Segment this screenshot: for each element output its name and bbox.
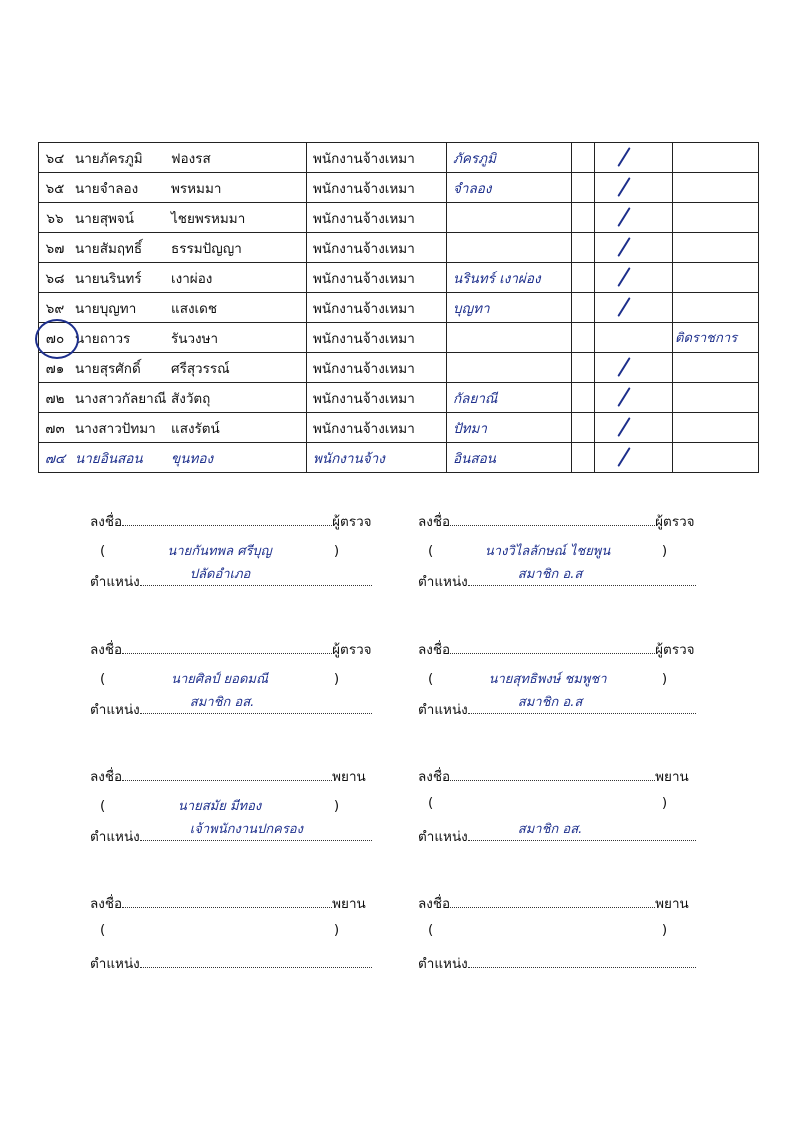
check-mark-icon bbox=[613, 146, 635, 166]
row-signature: นรินทร์ เงาผ่อง bbox=[447, 263, 572, 293]
row-remark bbox=[673, 173, 759, 203]
circle-mark bbox=[35, 319, 79, 359]
sign-line: ลงชื่อ ผู้ตรวจ bbox=[418, 638, 695, 660]
position-line: ตำแหน่ง สมาชิก อ.ส bbox=[418, 698, 696, 720]
row-check-cell bbox=[595, 443, 673, 473]
check-mark-icon bbox=[613, 386, 635, 406]
name-line: ( นางวิไลลักษณ์ ไชยพูน ) bbox=[428, 540, 667, 561]
check-mark-icon bbox=[613, 266, 635, 286]
row-remark bbox=[673, 443, 759, 473]
position-line: ตำแหน่ง สมาชิก อส. bbox=[418, 825, 696, 847]
row-empty-cell bbox=[572, 383, 595, 413]
row-signature: ภัครภูมิ bbox=[447, 143, 572, 173]
row-number: ๖๗ bbox=[39, 233, 72, 263]
table-row bbox=[39, 413, 759, 443]
row-number: ๗๒ bbox=[39, 383, 72, 413]
row-position: พนักงานจ้างเหมา bbox=[307, 353, 447, 383]
row-empty-cell bbox=[572, 323, 595, 353]
last-name: รันวงษา bbox=[171, 330, 219, 347]
last-name: ศรีสุวรรณ์ bbox=[171, 360, 230, 377]
first-name: นายภัครภูมิ bbox=[75, 150, 143, 167]
attendance-table bbox=[38, 142, 759, 473]
first-name: นายสุรศักดิ์ bbox=[75, 360, 141, 377]
row-remark bbox=[673, 383, 759, 413]
first-name: นายสัมฤทธิ์ bbox=[75, 240, 143, 257]
row-number: ๗๓ bbox=[39, 413, 72, 443]
signatory-name: นายศิลป์ ยอดมณี bbox=[171, 672, 269, 687]
row-number: ๖๘ bbox=[39, 263, 72, 293]
signatory-name: นายสุทธิพงษ์ ชมพูชา bbox=[488, 672, 607, 687]
row-position: พนักงานจ้างเหมา bbox=[307, 203, 447, 233]
signatory-position: เจ้าพนักงานปกครอง bbox=[189, 822, 303, 837]
sign-line: ลงชื่อ ผู้ตรวจ bbox=[90, 510, 372, 532]
position-line: ตำแหน่ง ปลัดอำเภอ bbox=[90, 570, 372, 592]
row-position: พนักงานจ้างเหมา bbox=[307, 413, 447, 443]
row-signature: จำลอง bbox=[447, 173, 572, 203]
row-check-cell bbox=[595, 383, 673, 413]
check-mark-icon bbox=[613, 416, 635, 436]
sign-line: ลงชื่อ ผู้ตรวจ bbox=[418, 510, 695, 532]
row-signature bbox=[447, 353, 572, 383]
row-signature bbox=[447, 323, 572, 353]
row-number: ๗๔ bbox=[39, 443, 72, 473]
row-empty-cell bbox=[572, 263, 595, 293]
row-signature: บุญทา bbox=[447, 293, 572, 323]
position-line: ตำแหน่ง สมาชิก อ.ส bbox=[418, 570, 696, 592]
table-row bbox=[39, 323, 759, 353]
last-name: ขุนทอง bbox=[171, 450, 214, 467]
first-name: นายบุญทา bbox=[75, 300, 137, 317]
row-number: ๖๕ bbox=[39, 173, 72, 203]
sign-line: ลงชื่อ พยาน bbox=[418, 765, 689, 787]
row-check-cell bbox=[595, 353, 673, 383]
signatory-name: นายสมัย มีทอง bbox=[177, 799, 262, 814]
row-name bbox=[71, 293, 307, 323]
last-name: เงาผ่อง bbox=[171, 270, 213, 287]
row-name bbox=[71, 203, 307, 233]
table-row bbox=[39, 203, 759, 233]
row-name bbox=[71, 143, 307, 173]
table-row bbox=[39, 263, 759, 293]
row-name bbox=[71, 263, 307, 293]
row-remark bbox=[673, 143, 759, 173]
sign-line: ลงชื่อ ผู้ตรวจ bbox=[90, 638, 372, 660]
name-line: ( ) bbox=[100, 922, 340, 938]
last-name: ไชยพรหมมา bbox=[171, 210, 246, 227]
position-line: ตำแหน่ง bbox=[90, 952, 372, 974]
row-position: พนักงานจ้างเหมา bbox=[307, 383, 447, 413]
table-row bbox=[39, 383, 759, 413]
row-empty-cell bbox=[572, 233, 595, 263]
signatory-position: ปลัดอำเภอ bbox=[189, 567, 251, 582]
signatory-position: สมาชิก อ.ส bbox=[517, 695, 583, 710]
row-check-cell bbox=[595, 293, 673, 323]
table-row bbox=[39, 173, 759, 203]
row-check-cell bbox=[595, 263, 673, 293]
table-row bbox=[39, 293, 759, 323]
row-empty-cell bbox=[572, 413, 595, 443]
position-line: ตำแหน่ง bbox=[418, 952, 696, 974]
signatory-name: นายกันทพล ศรีบุญ bbox=[167, 544, 272, 559]
row-position: พนักงานจ้างเหมา bbox=[307, 143, 447, 173]
row-name bbox=[71, 413, 307, 443]
row-signature: กัลยาณี bbox=[447, 383, 572, 413]
row-name bbox=[71, 233, 307, 263]
signatory-position: สมาชิก อ.ส bbox=[517, 567, 583, 582]
row-empty-cell bbox=[572, 203, 595, 233]
row-remark bbox=[673, 413, 759, 443]
row-check-cell bbox=[595, 173, 673, 203]
row-remark bbox=[673, 233, 759, 263]
row-remark bbox=[673, 353, 759, 383]
name-line: ( นายกันทพล ศรีบุญ ) bbox=[100, 540, 339, 561]
last-name: ฟองรส bbox=[171, 150, 211, 167]
name-line: ( ) bbox=[428, 922, 668, 938]
sign-line: ลงชื่อ พยาน bbox=[90, 765, 366, 787]
row-signature bbox=[447, 203, 572, 233]
last-name: พรหมมา bbox=[171, 180, 222, 197]
sign-line: ลงชื่อ พยาน bbox=[90, 892, 366, 914]
check-mark-icon bbox=[613, 176, 635, 196]
check-mark-icon bbox=[613, 446, 635, 466]
last-name: สังวัตถุ bbox=[171, 390, 211, 407]
first-name: นางสาวปัทมา bbox=[75, 420, 156, 437]
signatory-position: สมาชิก อส. bbox=[189, 695, 255, 710]
row-signature: ปัทมา bbox=[447, 413, 572, 443]
row-check-cell bbox=[595, 203, 673, 233]
row-check-cell bbox=[595, 413, 673, 443]
last-name: ธรรมปัญญา bbox=[171, 240, 242, 257]
row-position: พนักงานจ้างเหมา bbox=[307, 263, 447, 293]
row-check-cell bbox=[595, 323, 673, 353]
row-position: พนักงานจ้าง bbox=[307, 443, 447, 473]
first-name: นายถาวร bbox=[75, 330, 131, 347]
table-row bbox=[39, 233, 759, 263]
row-number: ๖๔ bbox=[39, 143, 72, 173]
row-number: ๗๑ bbox=[39, 353, 72, 383]
position-line: ตำแหน่ง สมาชิก อส. bbox=[90, 698, 372, 720]
last-name: แสงรัตน์ bbox=[171, 420, 220, 437]
row-position: พนักงานจ้างเหมา bbox=[307, 173, 447, 203]
row-number: ๖๙ bbox=[39, 293, 72, 323]
row-name bbox=[71, 443, 307, 473]
row-signature bbox=[447, 233, 572, 263]
row-remark bbox=[673, 203, 759, 233]
row-remark bbox=[673, 293, 759, 323]
check-mark-icon bbox=[613, 236, 635, 256]
row-number: ๖๖ bbox=[39, 203, 72, 233]
table-row bbox=[39, 353, 759, 383]
signatory-name: นางวิไลลักษณ์ ไชยพูน bbox=[484, 544, 611, 559]
check-mark-icon bbox=[613, 356, 635, 376]
row-position: พนักงานจ้างเหมา bbox=[307, 233, 447, 263]
name-line: ( ) bbox=[428, 795, 668, 811]
first-name: นายนรินทร์ bbox=[75, 270, 142, 287]
first-name: นายอินสอน bbox=[75, 450, 143, 467]
last-name: แสงเดช bbox=[171, 300, 218, 317]
table-row bbox=[39, 443, 759, 473]
row-position: พนักงานจ้างเหมา bbox=[307, 293, 447, 323]
row-remark bbox=[673, 263, 759, 293]
row-position: พนักงานจ้างเหมา bbox=[307, 323, 447, 353]
first-name: นางสาวกัลยาณี bbox=[75, 390, 167, 407]
row-empty-cell bbox=[572, 443, 595, 473]
row-signature: อินสอน bbox=[447, 443, 572, 473]
position-line: ตำแหน่ง เจ้าพนักงานปกครอง bbox=[90, 825, 372, 847]
row-check-cell bbox=[595, 233, 673, 263]
signatory-position: สมาชิก อส. bbox=[517, 822, 583, 837]
name-line: ( นายสมัย มีทอง ) bbox=[100, 795, 339, 816]
row-name bbox=[71, 353, 307, 383]
row-empty-cell bbox=[572, 143, 595, 173]
row-empty-cell bbox=[572, 293, 595, 323]
row-empty-cell bbox=[572, 173, 595, 203]
row-name bbox=[71, 383, 307, 413]
first-name: นายจำลอง bbox=[75, 180, 139, 197]
name-line: ( นายสุทธิพงษ์ ชมพูชา ) bbox=[428, 668, 667, 689]
table-row bbox=[39, 143, 759, 173]
first-name: นายสุพจน์ bbox=[75, 210, 134, 227]
row-empty-cell bbox=[572, 353, 595, 383]
row-name bbox=[71, 323, 307, 353]
sign-line: ลงชื่อ พยาน bbox=[418, 892, 689, 914]
check-mark-icon bbox=[613, 296, 635, 316]
row-check-cell bbox=[595, 143, 673, 173]
row-remark: ติดราชการ bbox=[673, 323, 759, 353]
name-line: ( นายศิลป์ ยอดมณี ) bbox=[100, 668, 339, 689]
check-mark-icon bbox=[613, 206, 635, 226]
row-number: ๗๐ bbox=[39, 323, 72, 353]
row-name bbox=[71, 173, 307, 203]
